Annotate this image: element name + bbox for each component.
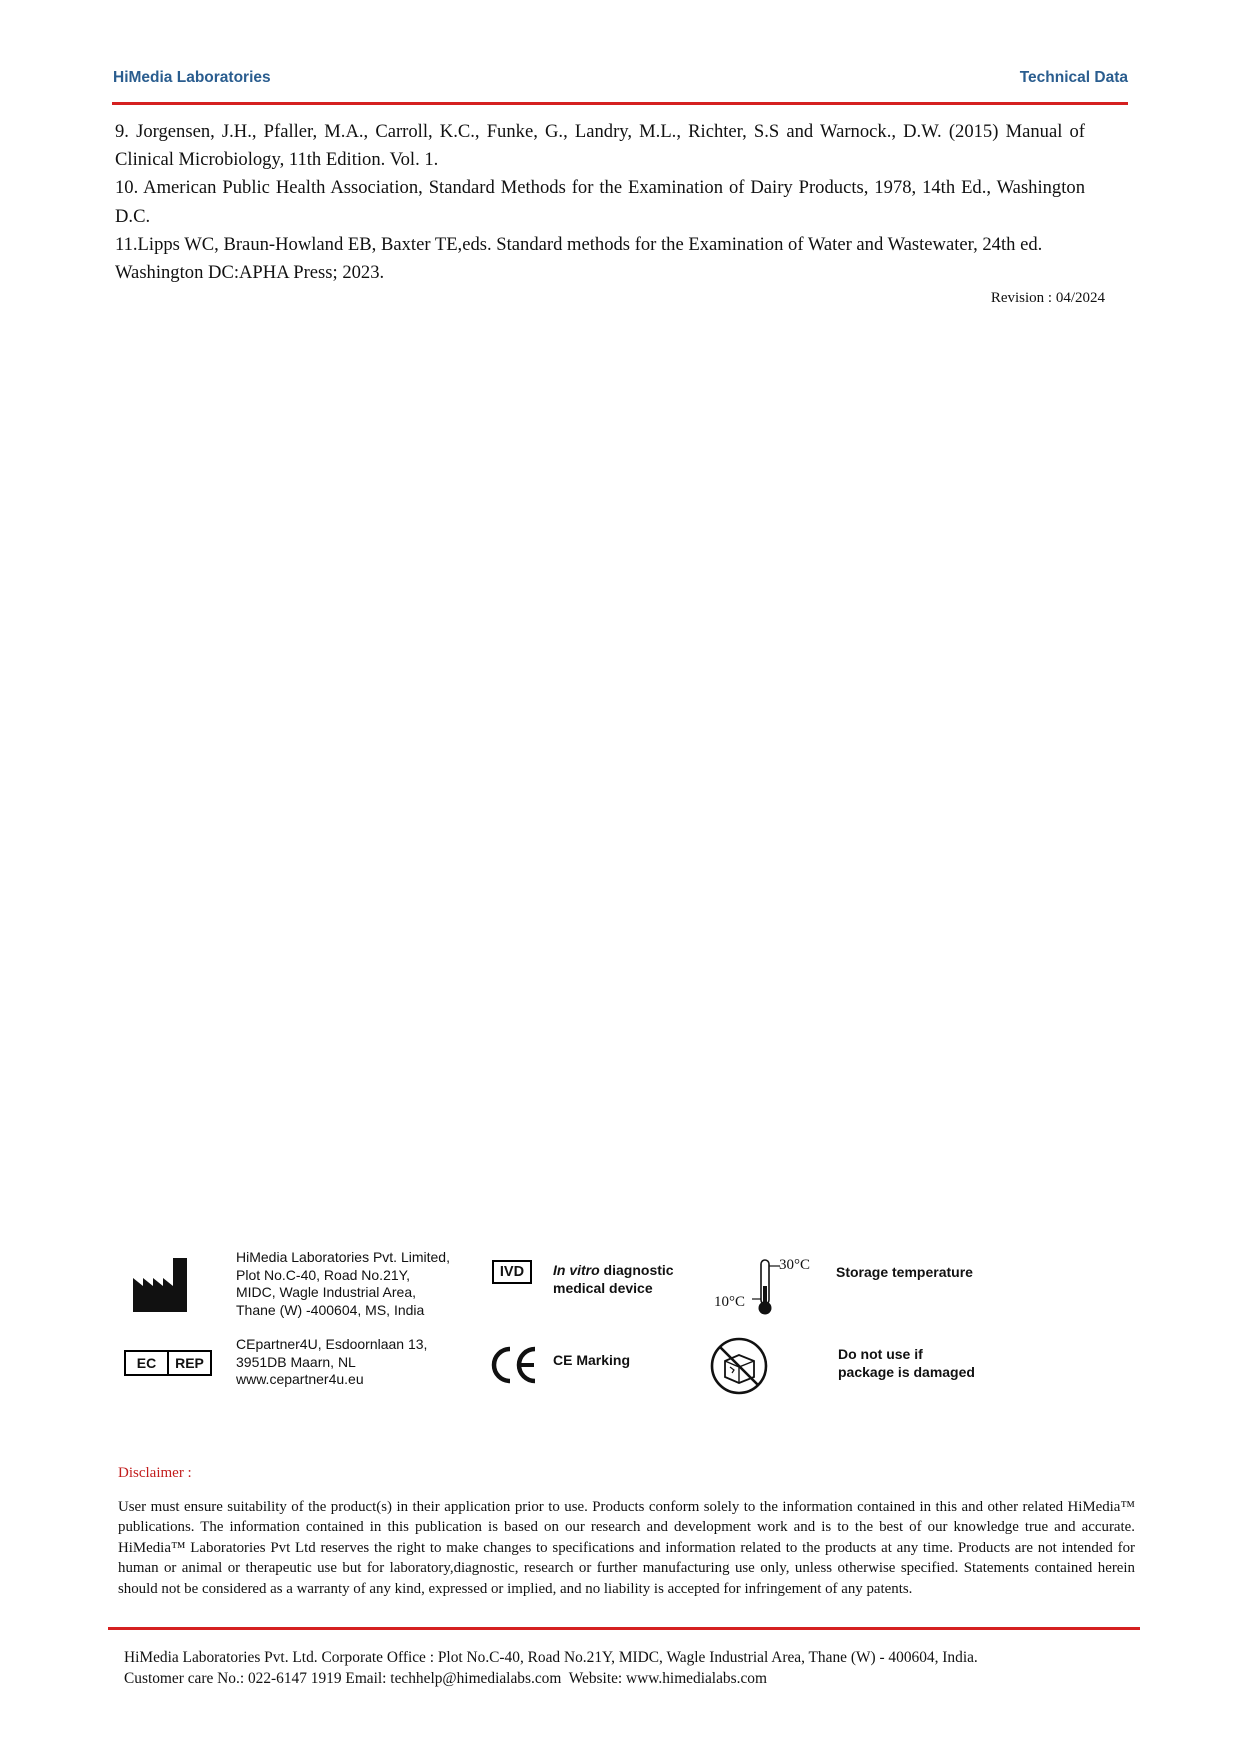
header-doc-type: Technical Data [1019, 69, 1128, 86]
factory-icon [133, 1258, 187, 1317]
footer-corporate-office: HiMedia Laboratories Pvt. Ltd. Corporate Office : Plot No.C-40, Road No.21Y, MIDC, Wagle Industrial Area, Thane (W) - 400604, India. [124, 1649, 978, 1666]
footer-contact: Customer care No.: 022-6147 1919 Email: techhelp@himedialabs.com Website: www.himedialabs.com [124, 1669, 767, 1687]
footer [124, 1648, 978, 1689]
ivd-badge: IVD [492, 1260, 532, 1284]
damaged-label [838, 1346, 975, 1381]
reference-list [115, 118, 1085, 287]
storage-label: Storage temperature [836, 1264, 973, 1280]
ec-label: EC [136, 1355, 157, 1371]
disclaimer-title: Disclaimer : [118, 1465, 192, 1481]
rep-label: REP [167, 1352, 210, 1374]
reference-item: 11.Lipps WC, Braun-Howland EB, Baxter TE,eds. Standard methods for the Examination of Water and Wastewater, 24th ed. Washington DC:APHA Press; 2023. [115, 233, 1043, 284]
reference-item: 9. Jorgensen, J.H., Pfaller, M.A., Carroll, K.C., Funke, G., Landry, M.L., Richter, S.S and Warnock., D.W. (2015) Manual of Clinical Microbiology, 11th Edition. Vol. 1. [115, 121, 1085, 171]
ce-label: CE Marking [553, 1352, 631, 1368]
address-line: MIDC, Wagle Industrial Area, [236, 1284, 416, 1300]
damaged-label-line2: package is damaged [838, 1363, 975, 1380]
temp-lower: 10°C [714, 1294, 746, 1310]
ivd-label-italic: In vitro [553, 1262, 600, 1278]
address-line: Plot No.C-40, Road No.21Y, [236, 1266, 411, 1283]
damaged-package-icon [708, 1337, 770, 1400]
reference-item: 10. American Public Health Association, Standard Methods for the Examination of Dairy Products, 1978, 14th Ed., Washington D.C. [115, 177, 1085, 227]
ivd-label [553, 1262, 674, 1297]
footer-divider [108, 1627, 1140, 1630]
address-line: HiMedia Laboratories Pvt. Limited, [236, 1249, 450, 1265]
address-line: 3951DB Maarn, NL [236, 1353, 356, 1370]
disclaimer-body: User must ensure suitability of the product(s) in their application prior to use. Products conform solely to the information contained in this and other related HiMedia™ publications. The information contained in this publication is based on our research and development work and is to the best of our knowledge true and accurate. HiMedia™ Laboratories Pvt Ltd reserves the right to make changes to specifications and information related to the products at any time. Products are not intended for human or animal or therapeutic use but for laboratory,diagnostic, research or further manufacturing use only, unless otherwise specified. Statements contained herein should not be considered as a warranty of any kind, expressed or implied, and no liability is accepted for infringement of any patents. [118, 1499, 1135, 1597]
damaged-label-line1: Do not use if [838, 1346, 923, 1362]
header-company: HiMedia Laboratories [113, 69, 271, 86]
manufacturer-address [236, 1249, 450, 1319]
ec-rep-badge [124, 1350, 212, 1376]
ce-mark-icon [490, 1345, 538, 1390]
temp-upper: 30°C [779, 1257, 811, 1273]
address-line: www.cepartner4u.eu [236, 1371, 364, 1387]
address-line: Thane (W) -400604, MS, India [236, 1301, 425, 1318]
ec-rep-address [236, 1336, 427, 1389]
address-line: CEpartner4U, Esdoornlaan 13, [236, 1336, 428, 1352]
ivd-label-line2: medical device [553, 1279, 653, 1296]
header-divider [112, 102, 1128, 105]
ivd-label-rest: diagnostic [599, 1262, 674, 1278]
revision-label: Revision : 04/2024 [990, 290, 1105, 306]
